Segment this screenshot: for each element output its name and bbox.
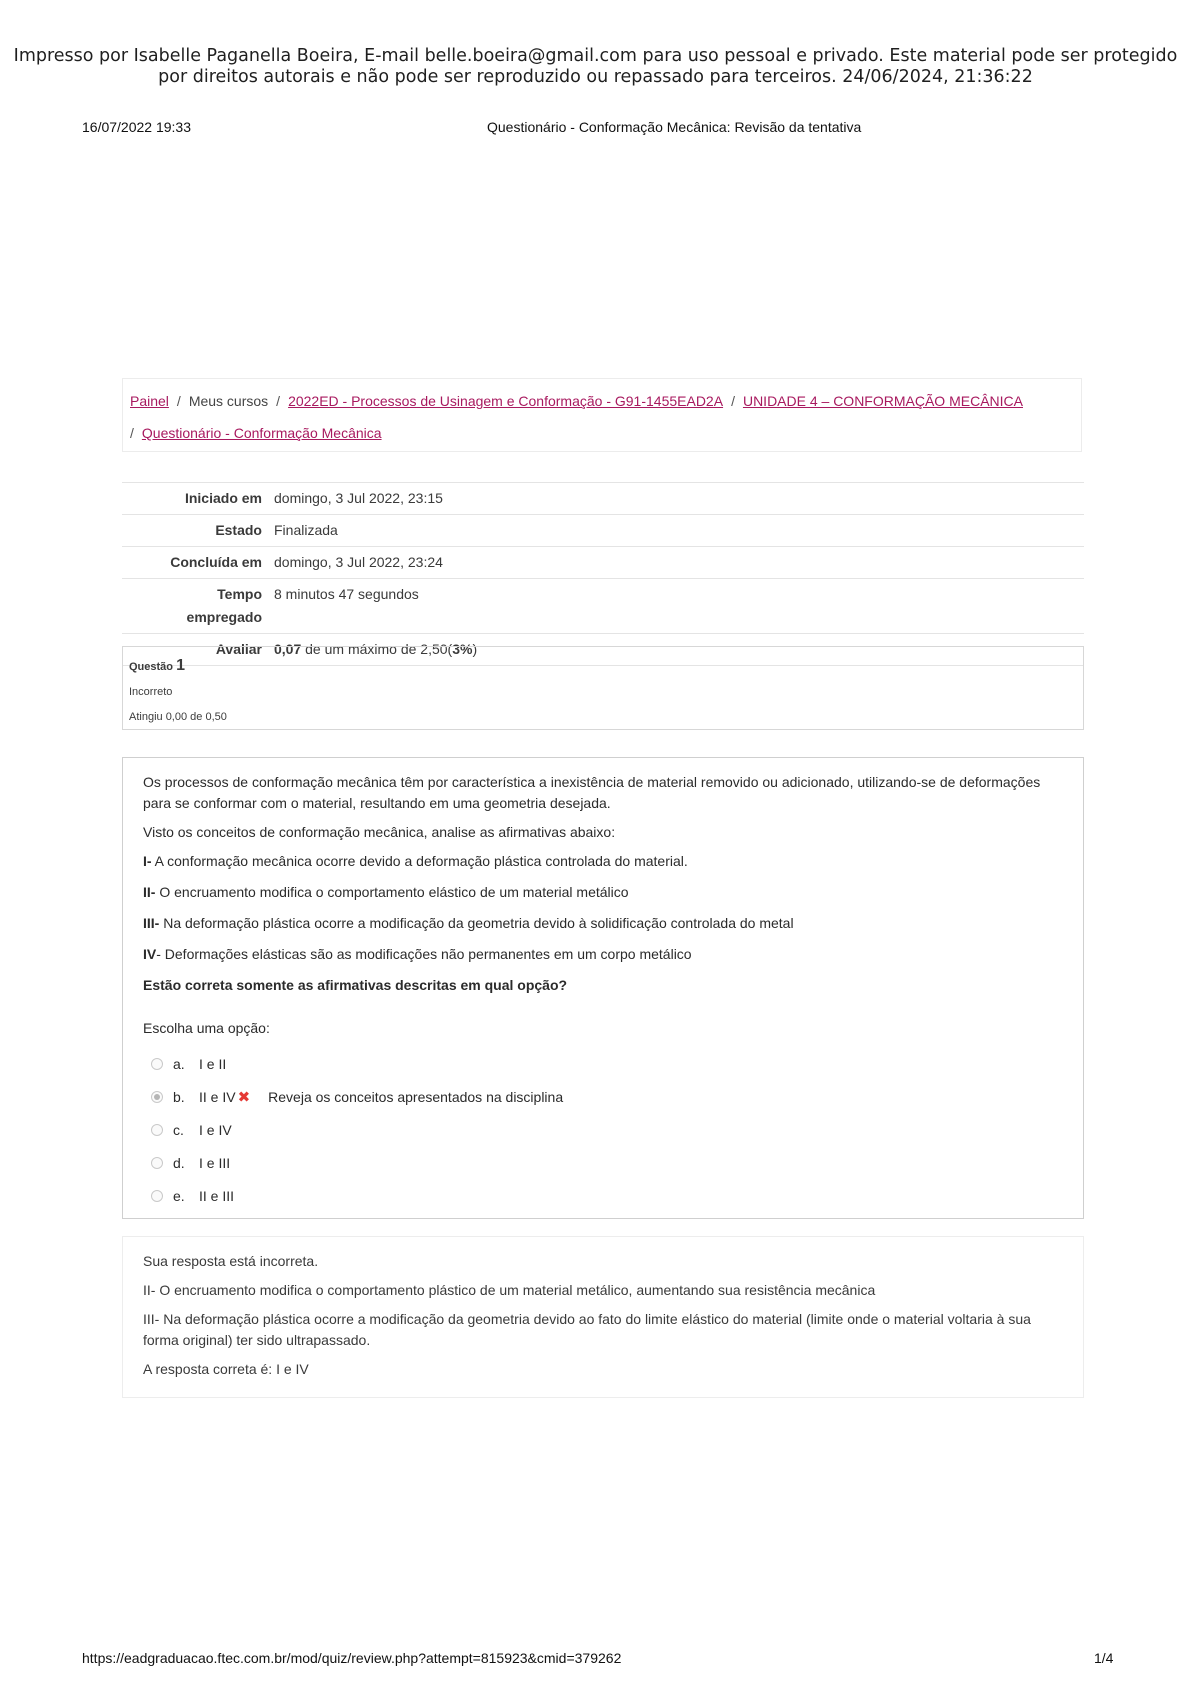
watermark-line-1: Impresso por Isabelle Paganella Boeira, E-mail belle.boeira@gmail.com para uso pessoal e privado. Este material pode ser protegido [13, 46, 1178, 66]
breadcrumb [122, 378, 1082, 452]
feedback-line: III- Na deformação plástica ocorre a modificação da geometria devido ao fato do limite elástico do material (limite onde o material voltaria à sua forma original) ter sido ultrapassado. [143, 1311, 1031, 1348]
breadcrumb-unit-link[interactable]: UNIDADE 4 – CONFORMAÇÃO MECÂNICA [742, 393, 1023, 409]
option-letter: d. [173, 1154, 185, 1171]
statement-text: O encruamento modifica o comportamento elástico de um material metálico [155, 884, 629, 900]
option-letter: b. [173, 1088, 185, 1105]
statement-number: I- [143, 853, 152, 869]
question-content [122, 757, 1084, 1219]
print-page-number: 1/4 [1094, 1650, 1114, 1666]
option-b[interactable] [143, 1080, 1063, 1113]
question-info-box [122, 646, 1084, 730]
summary-row-completed [122, 546, 1084, 578]
print-url: https://eadgraduacao.ftec.com.br/mod/quiz/review.php?attempt=815923&cmid=379262 [82, 1650, 622, 1666]
attempt-summary-table [122, 482, 1084, 666]
breadcrumb-separator: / [130, 425, 134, 441]
option-feedback: Reveja os conceitos apresentados na disciplina [268, 1088, 564, 1105]
option-letter: c. [173, 1121, 184, 1138]
radio-button[interactable] [151, 1058, 163, 1070]
option-e[interactable] [143, 1179, 1063, 1212]
option-d[interactable] [143, 1146, 1063, 1179]
summary-row-state [122, 514, 1084, 546]
summary-value: 8 minutos 47 segundos [274, 586, 419, 602]
radio-button-selected[interactable] [151, 1091, 163, 1103]
statement-1 [143, 851, 1063, 872]
general-feedback [122, 1236, 1084, 1398]
question-number-value: 1 [176, 657, 185, 674]
summary-label: Estado [215, 522, 262, 538]
statement-text: A conformação mecânica ocorre devido a deformação plástica controlada do material. [151, 853, 688, 869]
question-prompt-text: Estão correta somente as afirmativas descritas em qual opção? [143, 977, 568, 993]
grade-text: de um máximo de 2,50( [301, 641, 453, 657]
breadcrumb-row [130, 425, 382, 441]
correct-answer: A resposta correta é: I e IV [143, 1361, 309, 1377]
option-text: II e III [199, 1187, 235, 1204]
feedback-line: Sua resposta está incorreta. [143, 1253, 319, 1269]
statement-4 [143, 944, 1063, 965]
breadcrumb-separator: / [276, 393, 281, 409]
print-date: 16/07/2022 19:33 [82, 119, 191, 135]
feedback-line: II- O encruamento modifica o comportamento plástico de um material metálico, aumentando sua resistência mecânica [143, 1282, 876, 1298]
radio-button[interactable] [151, 1190, 163, 1202]
option-letter: a. [173, 1055, 185, 1072]
grade-score: 0,07 [274, 641, 302, 657]
answer-options [143, 1047, 1063, 1212]
grade-percent: 3% [452, 641, 473, 657]
breadcrumb-course-link[interactable]: 2022ED - Processos de Usinagem e Conformação - G91-1455EAD2A [288, 393, 724, 409]
summary-row-started [122, 482, 1084, 514]
question-label: Questão [129, 661, 174, 673]
option-a[interactable] [143, 1047, 1063, 1080]
summary-label: Iniciado em [184, 490, 262, 506]
breadcrumb-painel-link[interactable]: Painel [130, 393, 169, 409]
breadcrumb-meus-cursos: Meus cursos [188, 393, 269, 409]
option-text: I e III [199, 1154, 231, 1171]
question-context: Visto os conceitos de conformação mecânica, analise as afirmativas abaixo: [143, 824, 616, 840]
grade-text-end: ) [472, 641, 478, 657]
summary-label [122, 579, 262, 633]
option-letter: e. [173, 1187, 185, 1204]
breadcrumb-separator: / [731, 393, 735, 409]
option-c[interactable] [143, 1113, 1063, 1146]
statement-3 [143, 913, 1063, 934]
statement-text: Na deformação plástica ocorre a modificação da geometria devido à solidificação controlada do metal [159, 915, 794, 931]
question-prompt [143, 975, 1063, 996]
incorrect-cross-icon: ✖ [237, 1088, 251, 1106]
question-mark: Atingiu 0,00 de 0,50 [129, 711, 227, 723]
breadcrumb-row [130, 393, 1023, 409]
radio-button[interactable] [151, 1124, 163, 1136]
question-number [129, 653, 1077, 680]
choose-option-label: Escolha uma opção: [143, 1020, 270, 1036]
radio-button[interactable] [151, 1157, 163, 1169]
statement-2 [143, 882, 1063, 903]
breadcrumb-separator: / [176, 393, 181, 409]
print-watermark [0, 46, 1191, 88]
summary-value: domingo, 3 Jul 2022, 23:24 [274, 554, 443, 570]
option-text: I e IV [199, 1121, 232, 1138]
statement-number: IV [143, 946, 157, 962]
summary-label: Concluída em [170, 554, 262, 570]
summary-label: Avaliar [215, 641, 262, 657]
summary-label-line: Tempo [217, 586, 262, 602]
summary-value: Finalizada [274, 522, 338, 538]
summary-label-line: empregado [186, 609, 262, 625]
breadcrumb-quiz-link[interactable]: Questionário - Conformação Mecânica [141, 425, 382, 441]
question-intro: Os processos de conformação mecânica têm por característica a inexistência de material removido ou adicionado, utilizando-se de deformações para se conformar com o material, resultando em uma geometria desejada. [143, 774, 1041, 811]
watermark-line-2: por direitos autorais e não pode ser reproduzido ou repassado para terceiros. 24/06/2024, 21:36:22 [158, 67, 1033, 87]
statement-number: III- [143, 915, 160, 931]
option-text: I e II [199, 1055, 227, 1072]
option-text: II e IV [199, 1088, 236, 1105]
summary-row-time [122, 578, 1084, 633]
statement-text: - Deformações elásticas são as modificações não permanentes em um corpo metálico [156, 946, 692, 962]
print-title: Questionário - Conformação Mecânica: Revisão da tentativa [487, 119, 862, 135]
question-status: Incorreto [129, 686, 173, 698]
statement-number: II- [143, 884, 156, 900]
summary-value: domingo, 3 Jul 2022, 23:15 [274, 490, 443, 506]
